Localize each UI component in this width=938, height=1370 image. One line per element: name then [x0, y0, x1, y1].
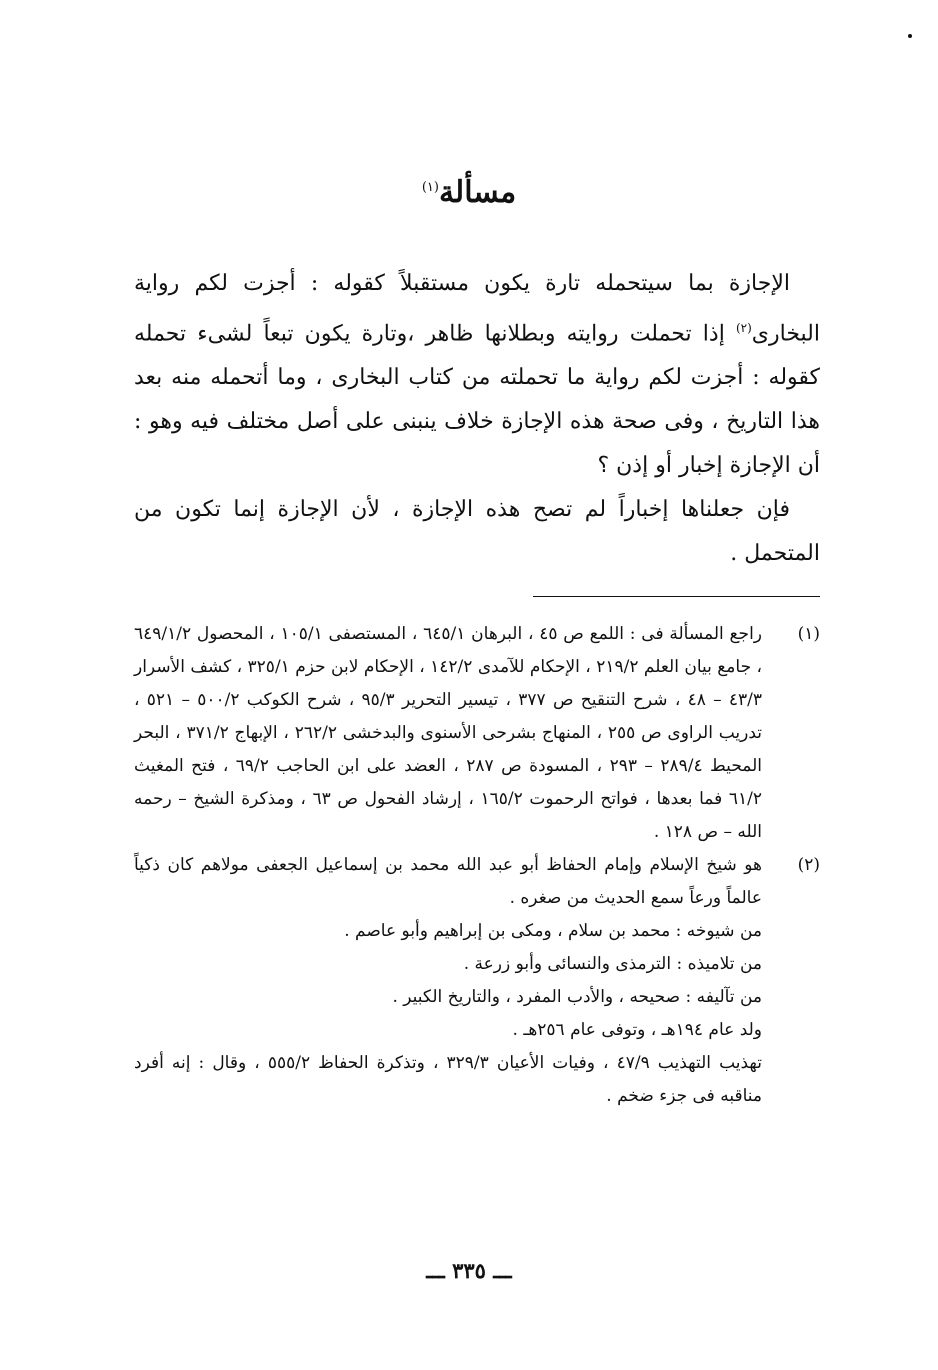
- paragraph-1-part-2: إذا تحملت روايته وبطلانها ظاهر ،وتارة يكون تبعاً لشىء تحمله كقوله : أجزت لكم رواية ما تحملته من كتاب البخارى ، وما أتحمله منه بعد هذا التاريخ ، وفى صحة هذه الإجازة خلاف ينبنى على أصل مختلف فيه وهو : أن الإجازة إخبار أو إذن ؟: [134, 321, 820, 479]
- footnote-line: من شيوخه : محمد بن سلام ، ومكى بن إبراهيم وأبو عاصم .: [344, 921, 762, 941]
- footnote-separator: [533, 596, 820, 597]
- footnote-number: (١): [797, 624, 820, 644]
- footnote-line: راجع المسألة فى : اللمع ص ٤٥ ، البرهان ٦٤٥/١ ، المستصفى ١٠٥/١ ، المحصول ٦٤٩/١/٢ ، جامع بيان العلم ٢١٩/٢ ، الإحكام للآمدى ١٤٢/٢ ، الإحكام لابن حزم ٣٢٥/١ ، كشف الأسرار ٤٣/٣ – ٤٨ ، شرح التنقيح ص ٣٧٧ ، تيسير التحرير ٩٥/٣ ، شرح الكوكب ٥٠٠/٢ – ٥٢١ ، تدريب الراوى ص ٢٥٥ ، المنهاج بشرحى الأسنوى والبدخشى ٢٦٢/٢ ، الإبهاج ٣٧١/٢ ، البحر المحيط ٢٨٩/٤ – ٢٩٣ ، المسودة ص ٢٨٧ ، العضد على ابن الحاجب ٦٩/٢ ، فتح المغيث ٦١/٢ فما بعدها ، فواتح الرحموت ١٦٥/٢ ، إرشاد الفحول ص ٦٣ ، ومذكرة الشيخ – رحمه الله – ص ١٢٨ .: [134, 624, 763, 842]
- page-number: ـــ ٣٣٥ ـــ: [426, 1258, 512, 1283]
- paragraph-1-part-1: الإجازة بما سيتحمله تارة يكون مستقبلاً كقوله : أجزت لكم رواية البخارى: [134, 271, 820, 347]
- footnote-line: هو شيخ الإسلام وإمام الحفاظ أبو عبد الله محمد بن إسماعيل الجعفى مولاهم كان ذكياً عالماً ورعاً سمع الحديث من صغره .: [134, 855, 762, 908]
- footnote-line: من تآليفه : صحيحه ، والأدب المفرد ، والتاريخ الكبير .: [392, 987, 762, 1007]
- footnote-body: [134, 849, 762, 1113]
- footnote-number: (٢): [797, 855, 820, 875]
- footnotes: [134, 618, 820, 1113]
- corner-dot: [908, 34, 912, 38]
- footnote-line: ولد عام ١٩٤هـ ، وتوفى عام ٢٥٦هـ .: [512, 1020, 762, 1040]
- paragraph-2: فإن جعلناها إخباراً لم تصح هذه الإجازة ، لأن الإجازة إنما تكون من المتحمل .: [134, 497, 820, 567]
- paragraph-1: [134, 262, 820, 488]
- page-title: [0, 166, 938, 215]
- footnote-1: [134, 618, 820, 849]
- title-text: مسألة: [438, 175, 517, 210]
- main-text: [134, 262, 820, 576]
- footnote-line: تهذيب التهذيب ٤٧/٩ ، وفيات الأعيان ٣٢٩/٣ ، وتذكرة الحفاظ ٥٥٥/٢ ، وقال : إنه أفرد مناقبه فى جزء ضخم .: [134, 1053, 762, 1106]
- paragraph-1-footnote-marker: (٢): [735, 321, 752, 335]
- footnote-line: من تلاميذه : الترمذى والنسائى وأبو زرعة .: [463, 954, 762, 974]
- footnote-2: [134, 849, 820, 1113]
- title-footnote-marker: (١): [421, 180, 439, 195]
- footnote-body: [134, 618, 762, 849]
